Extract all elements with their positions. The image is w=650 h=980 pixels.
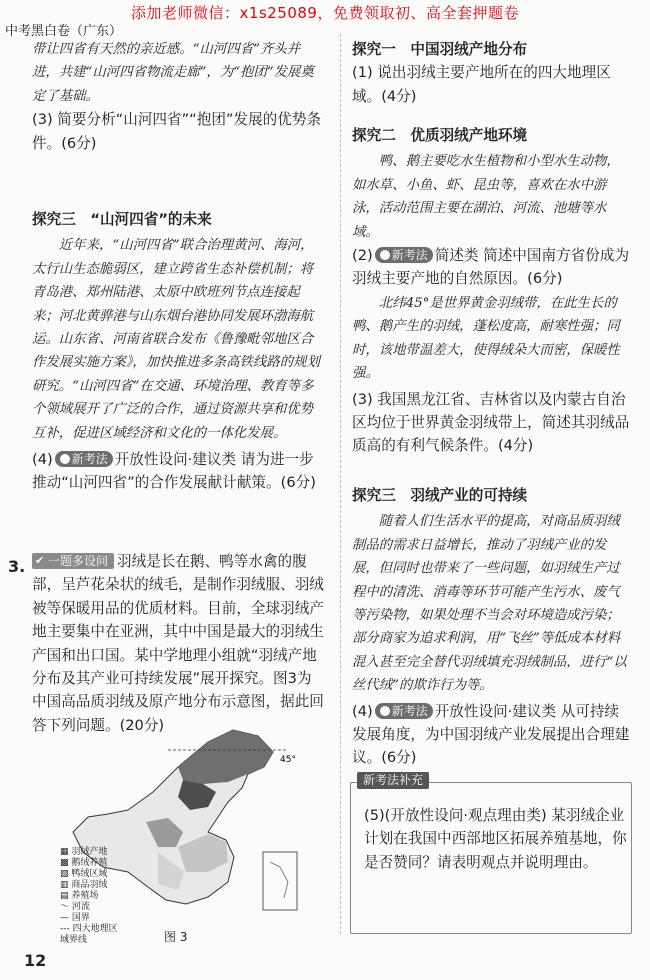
new-method-badge: 新考法 — [375, 247, 433, 263]
question-2: (2) 新考法 简述类 简述中国南方省份成为羽绒主要产地的自然原因。(6分) — [352, 247, 630, 288]
new-method-badge: 新考法 — [375, 703, 433, 719]
left-column — [32, 38, 324, 155]
passage-text: 随着人们生活水平的提高，对商品质羽绒制品的需求日益增长，推动了羽绒产业的发展，但同时也带来了一些问题，如羽绒生产过程中的清洗、消毒等环节可能产生污水、废气等污染物，如果处理不当会对环境造成污染；部分商家为追求利润，用“飞丝”等低成本材料混入甚至完全替代羽绒填充羽绒制品，进行“以丝代绒”的欺诈行为等。 — [352, 514, 627, 694]
supplement-tag: 新考法补充 — [357, 772, 429, 789]
passage-text: 北纬45°是世界黄金羽绒带，在此生长的鸭、鹅产生的羽绒，蓬松度高，耐寒性强；同时，该地带温差大，使得绒朵大而密，保暖性强。 — [352, 296, 620, 382]
legend-item: — 国界 — [60, 913, 90, 923]
legend-item: ▩ 鹅绒养殖 — [60, 858, 108, 868]
legend-item: ▦ 羽绒产地 — [60, 847, 108, 857]
legend-item: ▤ 养殖场 — [60, 891, 99, 901]
question-4: (4) 新考法 开放性设问·建议类 请为进一步推动“山河四省”的合作发展献计献策。(6分) — [32, 451, 316, 492]
new-method-badge: 新考法 — [55, 451, 113, 467]
right-explore2 — [352, 124, 630, 291]
passage-text: 鸭、鹅主要吃水生植物和小型水生动物，如水草、小鱼、虾、昆虫等，喜欢在水中游泳，活动范围主要在湖泊、河流、池塘等水域。 — [352, 154, 620, 240]
pencil-icon — [60, 454, 70, 464]
legend-item: ～ 河流 — [60, 902, 90, 912]
legend-item: --- 四大地理区域界线 — [60, 924, 118, 945]
section-title: 探究三 羽绒产业的可持续 — [352, 487, 528, 504]
pencil-icon — [380, 250, 390, 260]
left-q3-intro — [32, 550, 324, 737]
legend-item: ▧ 鸭绒区域 — [60, 869, 108, 879]
passage-text: 带让四省有天然的亲近感。“山河四省”齐头并进，共建“山河四省物流走廊”，为“抱团”发展奠定了基础。 — [32, 42, 314, 104]
question-4: (4) 新考法 开放性设问·建议类 从可持续发展角度，为中国羽绒产业发展提出合理建议。(6分) — [352, 702, 630, 767]
passage-text: 近年来，“山河四省”联合治理黄河、海河，太行山生态脆弱区，建立跨省生态补偿机制；将青岛港、郑州陆港、太原中欧班列节点连接起来；河北黄骅港与山东烟台港协同发展环渤海航运。山东省、河南省联合发布《鲁豫毗邻地区合作发展实施方案》，加快推进多条高铁线路的规划研究。“山河四省”在交通、环境治理、教育等多个领域展开了广泛的合作，通过资源共享和优势互补，促进区域经济和文化的一体化发展。 — [32, 238, 320, 441]
right-explore3 — [352, 484, 630, 770]
question-3: (3) 简要分析“山河四省”“抱团”发展的优势条件。(6分) — [32, 111, 322, 152]
question-intro: ✔ 一题多设问 羽绒是长在鹅、鸭等水禽的腹部，呈芦花朵状的绒毛，是制作羽绒服、羽绒被等保暖用品的优质材料。目前，全球羽绒产地主要集中在亚洲，其中中国是最大的羽绒生产国和出口国。某中学地理小组就“羽绒产地分布及其产业可持续发展”展开探究。图3为中国高品质羽绒及原产地分布示意图，据此回答下列问题。(20分) — [32, 550, 324, 737]
china-down-map — [58, 722, 303, 945]
question-number: 3. — [8, 557, 26, 576]
column-divider — [340, 34, 341, 934]
multi-question-tag: ✔ 一题多设问 — [32, 553, 114, 569]
section-title: 探究一 中国羽绒产地分布 — [352, 41, 528, 58]
section-title: 探究三 “山河四省”的未来 — [32, 211, 212, 228]
right-passage-2 — [352, 292, 630, 458]
right-explore1 — [352, 38, 630, 108]
book-title: 中考黑白卷（广东） — [5, 24, 123, 39]
pencil-icon — [380, 706, 390, 716]
south-sea-inset — [263, 852, 297, 910]
map-legend — [60, 847, 120, 946]
figure-caption: 图 3 — [164, 930, 188, 944]
question-3: (3) 我国黑龙江省、吉林省以及内蒙古自治区均位于世界黄金羽绒带上，简述其羽绒品质高的有利气候条件。(4分) — [352, 390, 630, 455]
section-title: 探究二 优质羽绒产地环境 — [352, 127, 528, 144]
question-5: (5)(开放性设问·观点理由类) 某羽绒企业计划在我国中西部地区拓展养殖基地，你是否赞同？请表明观点并说明理由。 — [364, 807, 627, 871]
question-1: (1) 说出羽绒主要产地所在的四大地理区域。(4分) — [352, 64, 611, 105]
page-number: 12 — [24, 951, 47, 970]
watermark-banner: 添加老师微信：x1s25089，免费领取初、高全套押题卷 — [131, 4, 519, 22]
south-sea-islands — [270, 862, 288, 898]
left-explore3 — [32, 208, 324, 495]
latitude-label: 45° — [280, 755, 296, 765]
northeast-region — [178, 730, 273, 784]
legend-item: ▥ 商品羽绒 — [60, 880, 108, 890]
